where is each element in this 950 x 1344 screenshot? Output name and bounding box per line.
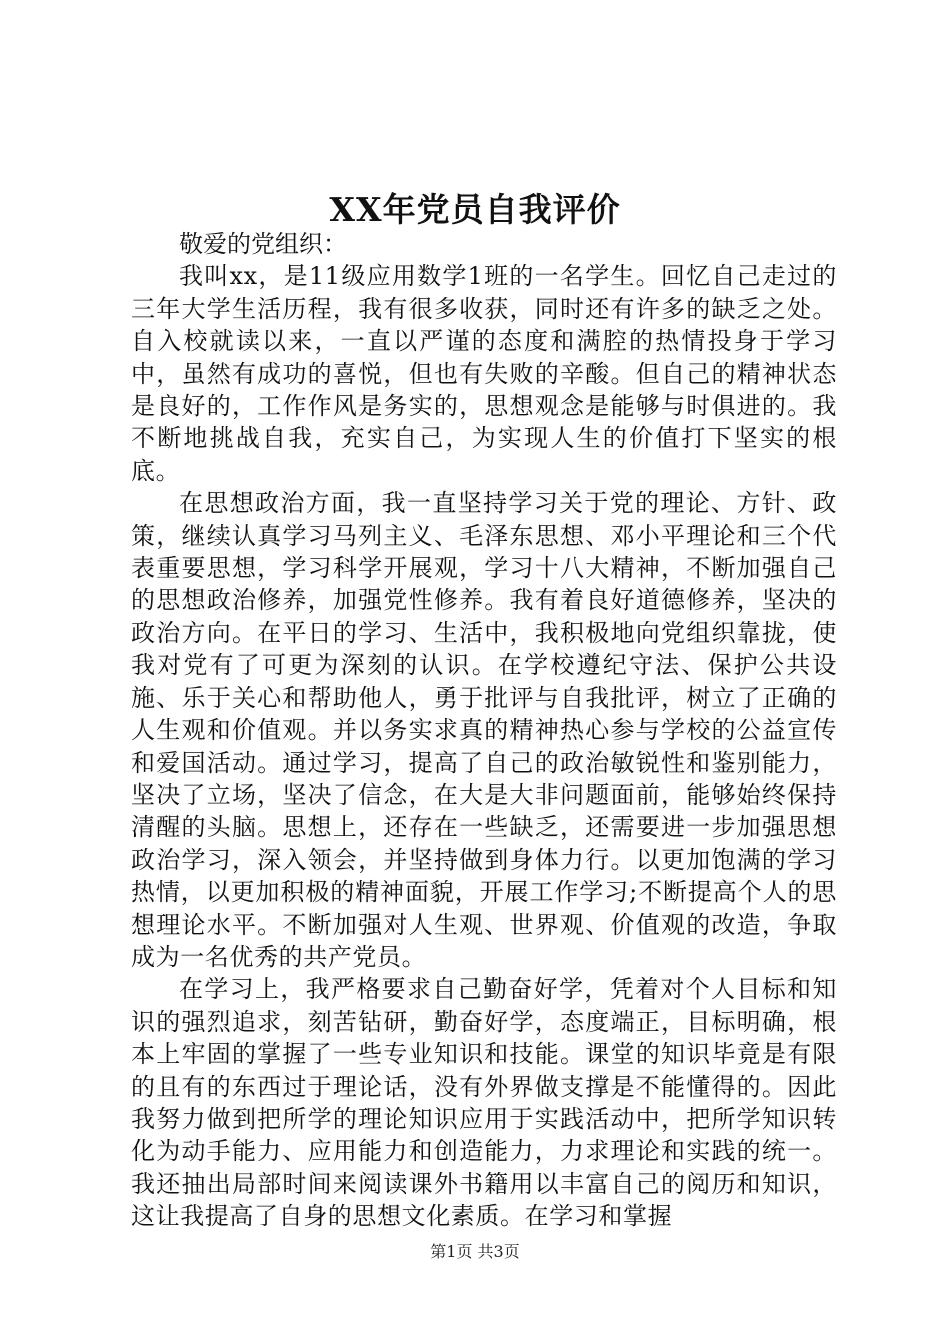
paragraph-political: 在思想政治方面，我一直坚持学习关于党的理论、方针、政策，继续认真学习马列主义、毛泽东思想、邓小平理论和三个代表重要思想，学习科学开展观，学习十八大精神，不断加强自己的思想政治修养，加强党性修养。我有着良好道德修养，坚决的政治方向。在平日的学习、生活中，我积极地向党组织靠拢，使我对党有了可更为深刻的认识。在学校遵纪守法、保护公共设施、乐于关心和帮助他人，勇于批评与自我批评，树立了正确的人生观和价值观。并以务实求真的精神热心参与学校的公益宣传和爱国活动。通过学习，提高了自己的政治敏锐性和鉴别能力，坚决了立场，坚决了信念，在大是大非问题面前，能够始终保持清醒的头脑。思想上，还存在一些缺乏，还需要进一步加强思想政治学习，深入领会，并坚持做到身体力行。以更加饱满的学习热情，以更加积极的精神面貌，开展工作学习;不断提高个人的思想理论水平。不断加强对人生观、世界观、价值观的改造，争取成为一名优秀的共产党员。 xyxy=(131,489,837,971)
document-body xyxy=(131,228,837,1233)
document-title: XX年党员自我评价 xyxy=(329,190,621,229)
greeting-line: 敬爱的党组织： xyxy=(179,230,347,258)
paragraph-study: 在学习上，我严格要求自己勤奋好学，凭着对个人目标和知识的强烈追求，刻苦钻研，勤奋好学，态度端正，目标明确，根本上牢固的掌握了一些专业知识和技能。课堂的知识毕竟是有限的且有的东西过于理论话，没有外界做支撑是不能懂得的。因此我努力做到把所学的理论知识应用于实践活动中，把所学知识转化为动手能力、应用能力和创造能力，力求理论和实践的统一。我还抽出局部时间来阅读课外书籍用以丰富自己的阅历和知识，这让我提高了自身的思想文化素质。在学习和掌握 xyxy=(131,975,837,1231)
page-footer: 第1页 共3页 xyxy=(430,1242,520,1261)
paragraph-intro: 我叫xx，是11级应用数学1班的一名学生。回忆自己走过的三年大学生活历程，我有很多收获，同时还有许多的缺乏之处。自入校就读以来，一直以严谨的态度和满腔的热情投身于学习中，虽然有成功的喜悦，但也有失败的辛酸。但自己的精神状态是良好的，工作作风是务实的，思想观念是能够与时俱进的。我不断地挑战自我，充实自己，为实现人生的价值打下坚实的根底。 xyxy=(131,262,837,485)
